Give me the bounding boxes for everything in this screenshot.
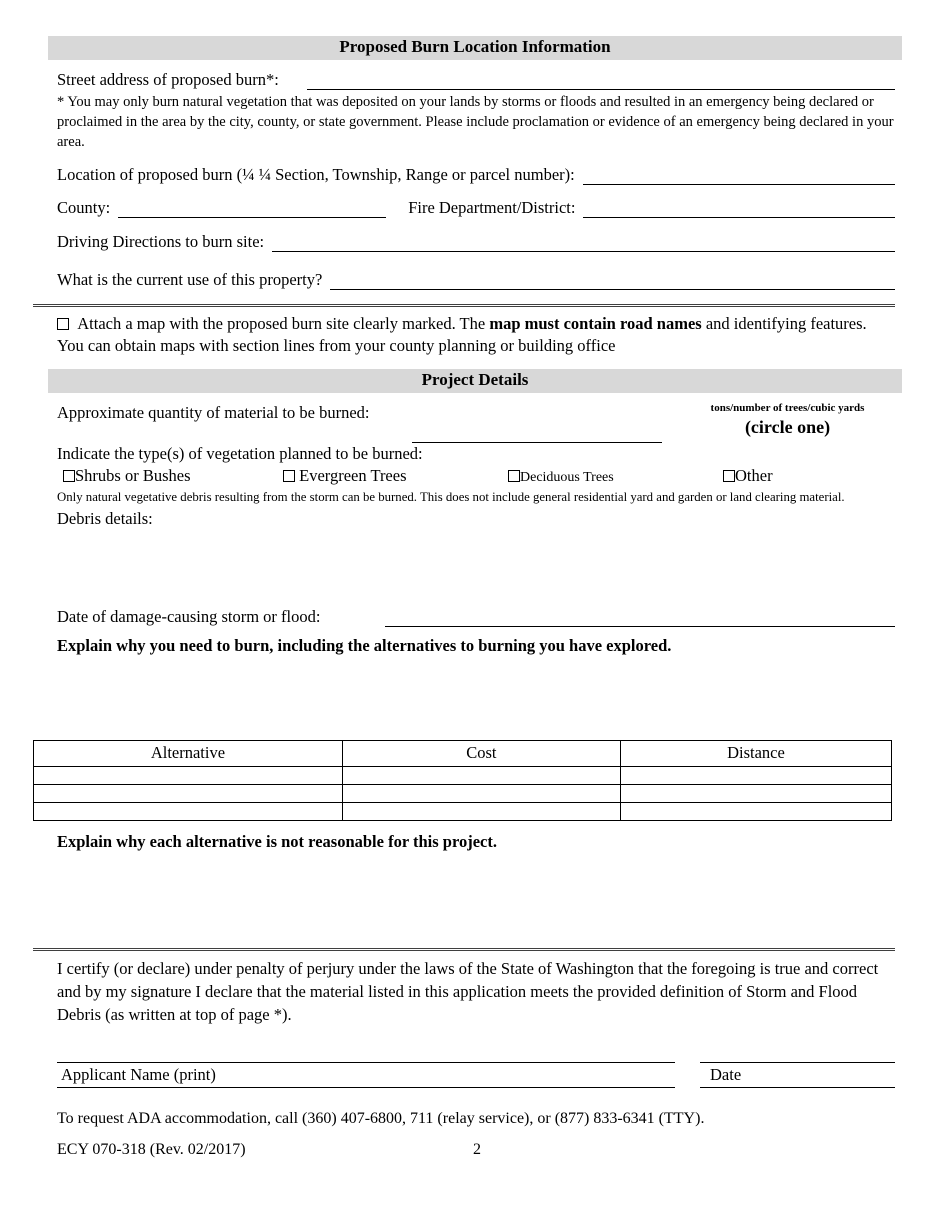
map-note-text: Attach a map with the proposed burn site clearly marked. The [77, 314, 490, 333]
alternative-cell[interactable] [34, 785, 343, 803]
section-title-project-details: Project Details [48, 369, 902, 393]
distance-cell[interactable] [620, 767, 891, 785]
vegetation-option-deciduous[interactable] [508, 470, 723, 486]
vegetation-option-other[interactable] [723, 466, 895, 486]
burn-location-input[interactable] [583, 166, 895, 185]
alternatives-header-distance: Distance [620, 741, 891, 767]
applicant-name-label: Applicant Name (print) [61, 1065, 216, 1084]
quantity-label: Approximate quantity of material to be burned: [57, 403, 370, 422]
map-checkbox[interactable] [57, 318, 69, 330]
section-separator [33, 304, 895, 307]
quantity-input[interactable] [412, 401, 662, 443]
table-row [34, 785, 892, 803]
distance-cell[interactable] [620, 785, 891, 803]
explain-burn-heading: Explain why you need to burn, including the alternatives to burning you have explored. [57, 636, 672, 655]
driving-directions-input[interactable] [272, 233, 895, 252]
alternative-cell[interactable] [34, 803, 343, 821]
shrubs-label: Shrubs or Bushes [75, 466, 191, 485]
deciduous-checkbox[interactable] [508, 470, 520, 482]
vegetation-option-shrubs[interactable] [63, 466, 283, 486]
date-label: Date [710, 1065, 742, 1084]
driving-directions-label: Driving Directions to burn site: [57, 232, 265, 251]
burn-location-label: Location of proposed burn (¼ ¼ Section, Township, Range or parcel number): [57, 165, 575, 184]
section-title-burn-location: Proposed Burn Location Information [48, 36, 902, 60]
circle-one-label: (circle one) [744, 417, 831, 437]
certification-separator [33, 948, 895, 951]
map-note-bold: map must contain road names [489, 314, 702, 333]
form-id: ECY 070-318 (Rev. 02/2017) [57, 1141, 246, 1158]
shrubs-checkbox[interactable] [63, 470, 75, 482]
street-address-input[interactable] [307, 71, 895, 90]
applicant-name-field[interactable] [57, 1062, 675, 1088]
vegetation-restriction-note: Only natural vegetative debris resulting from the storm can be burned. This does not include general residential yard and garden or land clearing material. [57, 490, 845, 504]
current-use-input[interactable] [330, 271, 895, 290]
evergreen-checkbox[interactable] [283, 470, 295, 482]
signature-area[interactable] [0, 1026, 950, 1062]
alternatives-header-alternative: Alternative [34, 741, 343, 767]
map-attachment-note [57, 313, 895, 357]
map-note-text-end: and identifying features. You can obtain maps with section lines from your county planning or building office [57, 314, 867, 355]
table-row [34, 767, 892, 785]
deciduous-label: Deciduous Trees [520, 470, 614, 485]
evergreen-label: Evergreen Trees [299, 466, 407, 485]
debris-details-label: Debris details: [57, 509, 153, 528]
cost-cell[interactable] [342, 767, 620, 785]
ada-accommodation-note: To request ADA accommodation, call (360) 407-6800, 711 (relay service), or (877) 833-6341 (TTY). [57, 1110, 705, 1127]
vegetation-type-label: Indicate the type(s) of vegetation planned to be burned: [57, 444, 423, 463]
explain-burn-input[interactable] [0, 656, 950, 738]
current-use-label: What is the current use of this property? [57, 270, 323, 289]
alternative-cell[interactable] [34, 767, 343, 785]
page-footer [57, 1141, 895, 1159]
other-label: Other [735, 466, 773, 485]
storm-date-input[interactable] [385, 608, 895, 627]
explain-alternative-input[interactable] [0, 852, 950, 948]
page-number: 2 [473, 1141, 481, 1158]
quantity-units-label: tons/number of trees/cubic yards [710, 402, 865, 414]
county-input[interactable] [118, 199, 386, 218]
distance-cell[interactable] [620, 803, 891, 821]
cost-cell[interactable] [342, 803, 620, 821]
county-label: County: [57, 198, 111, 217]
cost-cell[interactable] [342, 785, 620, 803]
other-checkbox[interactable] [723, 470, 735, 482]
debris-details-input[interactable] [0, 529, 950, 607]
vegetation-option-evergreen[interactable] [283, 466, 508, 486]
alternatives-table [33, 740, 892, 821]
burn-restriction-footnote: * You may only burn natural vegetation that was deposited on your lands by storms or floods and resulted in an emergency being declared or proclaimed in the area by the city, county, or state government. Please include proclamation or evidence of an emergency being declared in your area. [57, 94, 894, 150]
fire-department-label: Fire Department/District: [408, 198, 576, 217]
street-address-label: Street address of proposed burn*: [57, 70, 279, 89]
alternatives-header-cost: Cost [342, 741, 620, 767]
certification-statement: I certify (or declare) under penalty of perjury under the laws of the State of Washington that the foregoing is true and correct and by my signature I declare that the material listed in this application meets the provided definition of Storm and Flood Debris (as written at top of page *). [57, 959, 879, 1024]
alternatives-header-row [34, 741, 892, 767]
fire-department-input[interactable] [583, 199, 895, 218]
date-field[interactable] [700, 1062, 895, 1088]
explain-alternative-heading: Explain why each alternative is not reasonable for this project. [57, 832, 497, 851]
storm-date-label: Date of damage-causing storm or flood: [57, 607, 321, 626]
table-row [34, 803, 892, 821]
